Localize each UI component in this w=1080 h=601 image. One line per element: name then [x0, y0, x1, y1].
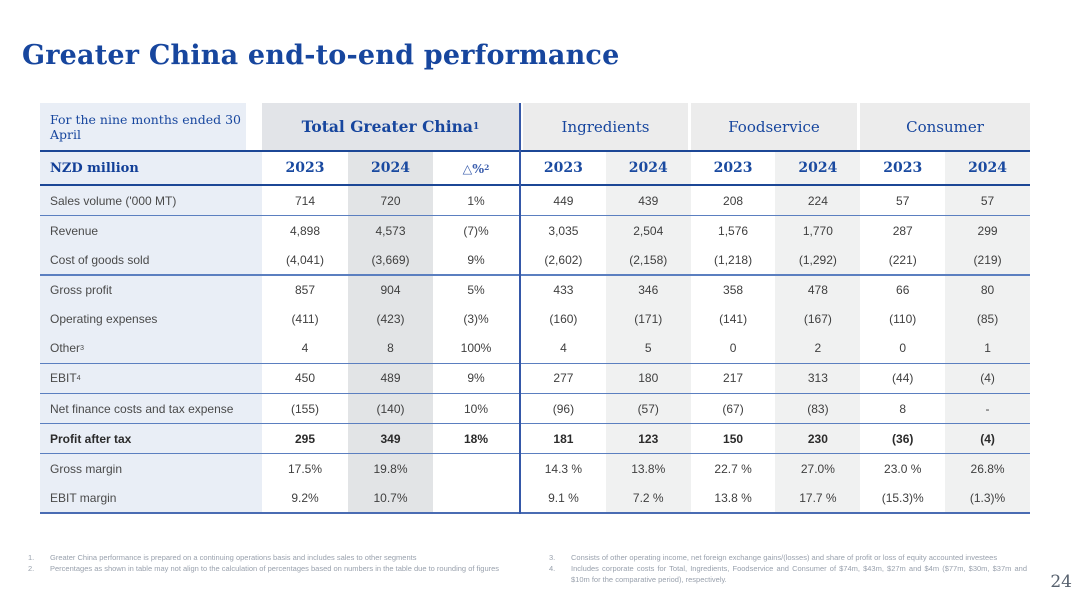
footnote-text: Includes corporate costs for Total, Ingredients, Foodservice and Consumer of $74m, $43m, $27m and $4m ($77m, $30m, $37m and $10m for the comparative period), respectively. [571, 563, 1027, 584]
table-cell: (110) [889, 312, 917, 327]
page-number: 24 [1050, 572, 1072, 592]
table-cell: 295 [294, 431, 316, 446]
table-cell: (67) [722, 401, 744, 416]
table-cell: 27.0% [775, 454, 860, 483]
table-row [40, 186, 1030, 215]
table-cell: (44) [892, 371, 914, 386]
table-cell: (1,292) [775, 245, 860, 274]
table-row [40, 424, 1030, 453]
table-cell: 9.2% [291, 490, 319, 505]
table-row [40, 483, 1030, 512]
table-cell: 433 [553, 283, 574, 298]
table-cell: (15.3)% [881, 490, 924, 505]
table-row [40, 394, 1030, 423]
table-cell: (7)% [463, 223, 489, 238]
year-header-cell: 2024 [775, 152, 860, 184]
table-cell: 14.3 % [544, 461, 583, 476]
table-cell: 346 [606, 276, 691, 305]
year-header-cell: 2024 [606, 152, 691, 184]
table-cell: 57 [945, 186, 1030, 215]
row-label: EBIT margin [40, 483, 262, 512]
table-cell: 449 [553, 193, 574, 208]
performance-table [40, 103, 1030, 514]
table-row [40, 216, 1030, 245]
period-label: For the nine months ended 30 April [40, 103, 246, 150]
table-cell: 22.7 % [714, 461, 752, 476]
table-cell: (3,669) [348, 245, 433, 274]
table-cell: 1,770 [775, 216, 860, 245]
table-cell: (57) [606, 394, 691, 423]
table-year-header-row [40, 152, 1030, 184]
table-cell: - [945, 394, 1030, 423]
table-cell: (1.3)% [945, 483, 1030, 512]
table-cell: 358 [723, 283, 744, 298]
table-cell: 2 [775, 334, 860, 363]
table-cell: 439 [606, 186, 691, 215]
table-cell: 9% [467, 371, 485, 386]
table-cell: 10% [463, 401, 489, 416]
table-cell: 17.7 % [775, 483, 860, 512]
row-label: Net finance costs and tax expense [40, 394, 262, 423]
table-cell: (3)% [463, 312, 489, 327]
table-cell: 5% [467, 283, 485, 298]
year-header-cell: 2024 [945, 152, 1030, 184]
table-cell: 8 [348, 334, 433, 363]
table-cell: 100% [460, 341, 492, 356]
table-cell: 277 [553, 371, 574, 386]
table-cell: (167) [775, 305, 860, 334]
footnote-item [549, 564, 1027, 586]
table-cell: (83) [775, 394, 860, 423]
table-cell: 9.1 % [548, 490, 579, 505]
table-cell: 57 [896, 193, 910, 208]
table-cell: (140) [348, 394, 433, 423]
footnotes-right [549, 553, 1027, 585]
footnote-number: 2. [28, 563, 35, 573]
row-label: Cost of goods sold [40, 245, 262, 274]
table-cell: 19.8% [348, 454, 433, 483]
footnote-number: 3. [549, 553, 556, 562]
table-cell: (171) [606, 305, 691, 334]
table-cell: 1 [945, 334, 1030, 363]
table-cell: (2,158) [606, 245, 691, 274]
table-cell: 9% [467, 252, 485, 267]
table-cell: 478 [775, 276, 860, 305]
table-cell: 287 [892, 223, 913, 238]
table-cell: 80 [945, 276, 1030, 305]
table-cell [433, 454, 519, 483]
table-cell: 26.8% [945, 454, 1030, 483]
table-cell: 349 [348, 424, 433, 453]
table-row [40, 364, 1030, 393]
table-cell: 0 [729, 341, 737, 356]
row-label: Other 3 [40, 334, 262, 363]
year-header-cell: 2023 [285, 160, 325, 177]
table-cell: 450 [294, 371, 316, 386]
table-cell: 8 [899, 401, 907, 416]
table-cell: 180 [606, 364, 691, 393]
table-row [40, 245, 1030, 274]
table-cell: (160) [549, 312, 578, 327]
table-bottom-rule [40, 512, 1030, 514]
year-header-cell: 2023 [543, 160, 583, 177]
year-header-cell: 2023 [713, 160, 753, 177]
row-label: EBIT 4 [40, 364, 262, 393]
footnote-item [28, 553, 530, 564]
table-cell: (1,218) [714, 252, 753, 267]
table-cell: (4) [945, 424, 1030, 453]
table-cell: 313 [775, 364, 860, 393]
table-cell: (96) [552, 401, 575, 416]
table-cell: 150 [723, 431, 744, 446]
table-group-header-row [40, 103, 1030, 150]
group-header-total-greater-china: Total Greater China 1 [262, 103, 519, 150]
table-row [40, 305, 1030, 334]
table-cell: (2,602) [544, 252, 583, 267]
table-cell: (423) [348, 305, 433, 334]
table-cell: 4 [301, 341, 309, 356]
table-cell [433, 483, 519, 512]
table-cell: 904 [348, 276, 433, 305]
table-cell: 1,576 [718, 223, 749, 238]
table-cell: 10.7% [348, 483, 433, 512]
table-cell: 23.0 % [884, 461, 922, 476]
page-title: Greater China end-to-end performance [22, 40, 620, 71]
table-cell: (85) [945, 305, 1030, 334]
table-cell: 4 [560, 341, 567, 356]
footnote-text: Greater China performance is prepared on a continuing operations basis and includes sales to other segments [50, 553, 417, 562]
table-cell: (221) [888, 252, 917, 267]
footnote-number: 1. [28, 553, 35, 562]
table-cell: 181 [553, 431, 574, 446]
table-cell: 230 [775, 424, 860, 453]
table-cell: 4,898 [289, 223, 321, 238]
footnote-item [28, 564, 530, 575]
footnote-text: Percentages as shown in table may not align to the calculation of percentages based on numbers in the table due to rounding of figures [50, 563, 500, 573]
table-cell: 489 [348, 364, 433, 393]
table-cell: 2,504 [606, 216, 691, 245]
year-header-cell: 2024 [348, 152, 433, 184]
table-cell: (411) [291, 312, 319, 327]
table-cell: 720 [348, 186, 433, 215]
table-cell: (4,041) [285, 252, 325, 267]
row-label: Sales volume ('000 MT) [40, 186, 262, 215]
table-row [40, 454, 1030, 483]
table-cell: 18% [463, 431, 489, 446]
table-cell: 224 [775, 186, 860, 215]
group-header-ingredients: Ingredients [523, 103, 688, 150]
year-header-cell: 2023 [883, 160, 923, 177]
row-label: Gross profit [40, 276, 262, 305]
table-cell: 123 [606, 424, 691, 453]
footnote-number: 4. [549, 563, 556, 573]
table-cell: (36) [892, 431, 914, 446]
row-label: Gross margin [40, 454, 262, 483]
year-header-cell: △% 2 [462, 160, 490, 176]
footnote-item [549, 553, 1027, 564]
table-cell: 1% [467, 193, 485, 208]
table-cell: 13.8% [606, 454, 691, 483]
table-cell: 7.2 % [606, 483, 691, 512]
table-cell: 857 [294, 283, 316, 298]
table-row [40, 276, 1030, 305]
table-cell: (4) [945, 364, 1030, 393]
table-cell: 66 [896, 283, 910, 298]
table-cell: (155) [290, 401, 319, 416]
footnote-text: Consists of other operating income, net foreign exchange gains/(losses) and share of profit or loss of equity accounted investees [571, 553, 998, 562]
group-header-label: Total Greater China [301, 117, 473, 136]
table-cell: (219) [945, 245, 1030, 274]
group-header-consumer: Consumer [860, 103, 1030, 150]
table-cell: 4,573 [348, 216, 433, 245]
table-cell: (141) [719, 312, 748, 327]
table-row [40, 334, 1030, 363]
section-divider-line [519, 103, 521, 514]
table-body [40, 186, 1030, 512]
table-cell: 217 [723, 371, 744, 386]
unit-label: NZD million [40, 152, 262, 184]
table-cell: 3,035 [548, 223, 579, 238]
table-cell: 5 [606, 334, 691, 363]
group-header-foodservice: Foodservice [691, 103, 857, 150]
row-label: Operating expenses [40, 305, 262, 334]
table-cell: 299 [945, 216, 1030, 245]
row-label: Revenue [40, 216, 262, 245]
footnotes-left [28, 553, 530, 575]
row-label: Profit after tax [40, 424, 262, 453]
table-cell: 13.8 % [714, 490, 752, 505]
table-cell: 208 [723, 193, 744, 208]
table-cell: 17.5% [287, 461, 323, 476]
table-cell: 0 [899, 341, 907, 356]
table-cell: 714 [294, 193, 316, 208]
